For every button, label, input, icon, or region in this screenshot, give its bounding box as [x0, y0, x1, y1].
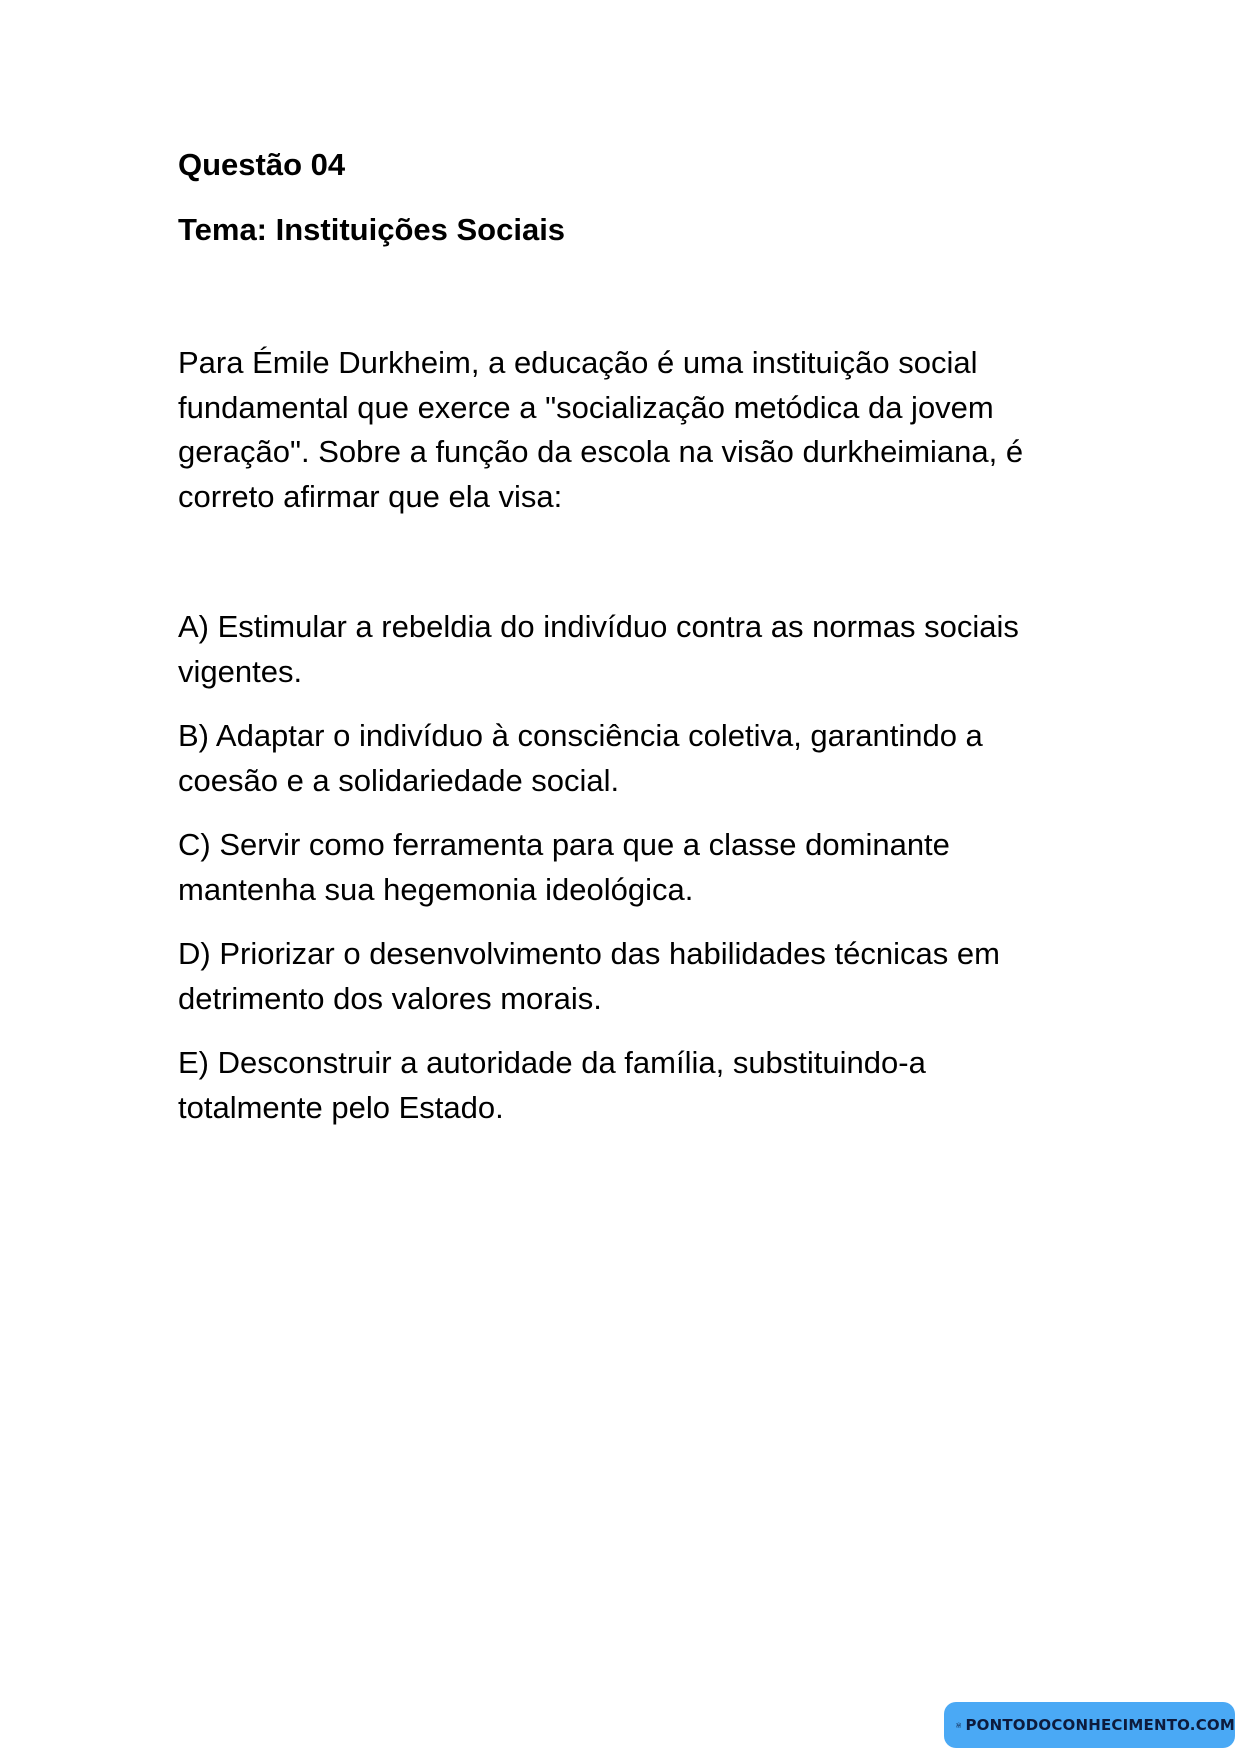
answer-options [178, 605, 1078, 1150]
option-b: B) Adaptar o indivíduo à consciência coletiva, garantindo a coesão e a solidariedade social. [178, 718, 983, 798]
option-e: E) Desconstruir a autoridade da família, substituindo-a totalmente pelo Estado. [178, 1045, 926, 1125]
question-statement: Para Émile Durkheim, a educação é uma instituição social fundamental que exerce a "socialização metódica da jovem geração". Sobre a função da escola na visão durkheimiana, é correto afirmar que ela visa: [178, 345, 1024, 514]
site-watermark [944, 1702, 1235, 1748]
option-c: C) Servir como ferramenta para que a classe dominante mantenha sua hegemonia ideológica. [178, 827, 950, 907]
watermark-text: PONTODOCONHECIMENTO.COM [965, 1716, 1235, 1734]
option-a: A) Estimular a rebeldia do indivíduo contra as normas sociais vigentes. [178, 609, 1019, 689]
graduation-book-icon [956, 1710, 961, 1740]
question-theme: Tema: Instituições Sociais [178, 212, 566, 247]
question-number: Questão 04 [178, 147, 346, 182]
option-d: D) Priorizar o desenvolvimento das habilidades técnicas em detrimento dos valores morais. [178, 936, 1000, 1016]
